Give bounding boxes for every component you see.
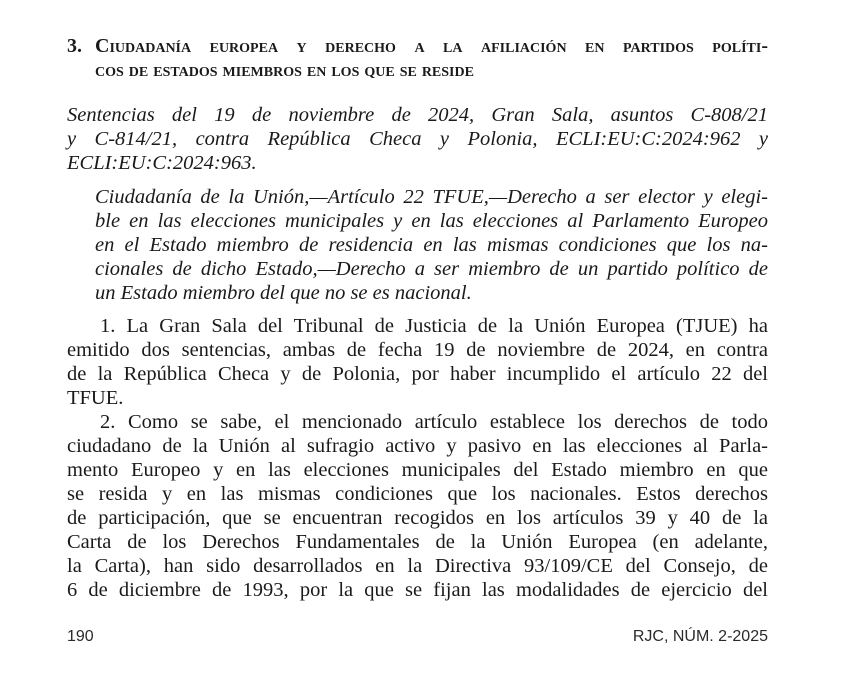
body-line: 1. La Gran Sala del Tribunal de Justicia de la Unión Europea (TJUE) ha (100, 315, 768, 337)
body-line: se resida y en las mismas condiciones que los nacionales. Estos derechos (67, 483, 768, 505)
body-line: emitido dos sentencias, ambas de fecha 19 de noviembre de 2024, en contra (67, 339, 768, 361)
body-line: Carta de los Derechos Fundamentales de la Unión Europea (en adelante, (67, 531, 768, 553)
abstract-line: Ciudadanía de la Unión,—Artículo 22 TFUE,—Derecho a ser elector y elegi- (95, 186, 768, 208)
abstract-line: en el Estado miembro de residencia en las mismas condiciones que los na- (95, 234, 768, 256)
abstract-line: cionales de dicho Estado,—Derecho a ser miembro de un partido político de (95, 258, 768, 280)
citation-line: ECLI:EU:C:2024:963. (67, 152, 257, 174)
page-number: 190 (67, 628, 94, 645)
body-line: de participación, que se encuentran recogidos en los artículos 39 y 40 de la (67, 507, 768, 529)
citation-line: Sentencias del 19 de noviembre de 2024, Gran Sala, asuntos C-808/21 (67, 104, 768, 126)
body-line: mento Europeo y en las elecciones municipales del Estado miembro en que (67, 459, 768, 481)
body-line: de la República Checa y de Polonia, por haber incumplido el artículo 22 del (67, 363, 768, 385)
body-line: 2. Como se sabe, el mencionado artículo establece los derechos de todo (100, 411, 768, 433)
abstract-line: ble en las elecciones municipales y en las elecciones al Parlamento Europeo (95, 210, 768, 232)
section-title-line-1: Ciudadanía europea y derecho a la afiliación en partidos políti- (95, 35, 768, 57)
body-line: la Carta), han sido desarrollados en la Directiva 93/109/CE del Consejo, de (67, 555, 768, 577)
section-title-line-2: cos de estados miembros en los que se reside (95, 59, 474, 81)
section-number: 3. (67, 35, 82, 57)
body-line: 6 de diciembre de 1993, por la que se fijan las modalidades de ejercicio del (67, 579, 768, 601)
citation-line: y C-814/21, contra República Checa y Polonia, ECLI:EU:C:2024:962 y (67, 128, 768, 150)
body-line: TFUE. (67, 387, 124, 409)
journal-reference: RJC, NÚM. 2-2025 (632, 628, 768, 645)
body-line: ciudadano de la Unión al sufragio activo y pasivo en las elecciones al Parla- (67, 435, 768, 457)
abstract-line: un Estado miembro del que no se es nacional. (95, 282, 472, 304)
